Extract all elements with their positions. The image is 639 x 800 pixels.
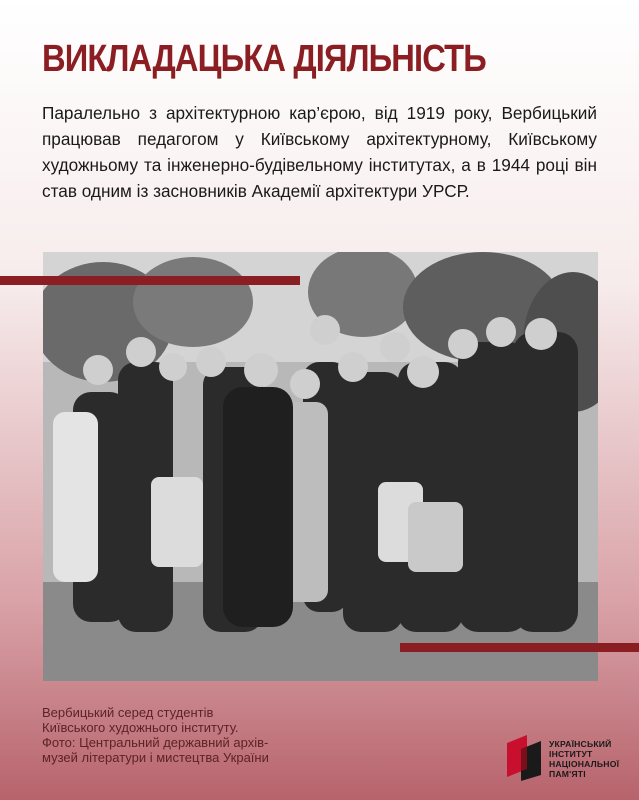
logo-line: ІНСТИТУТ xyxy=(549,749,593,759)
group-photo xyxy=(43,252,598,681)
caption-line: Київського художнього інституту. xyxy=(42,720,239,735)
logo-line: НАЦІОНАЛЬНОЇ xyxy=(549,759,620,769)
caption-line: Фото: Центральний державний архів- xyxy=(42,735,269,750)
body-paragraph: Паралельно з архітектурною кар’єрою, від 1919 року, Вербицький працював педагогом у Київському архітектурному, Київському художньому та інженерно-будівельному інститутах, а в 1944 році він став одним із засновників Академії архітектури УРСР. xyxy=(42,103,597,201)
accent-bar-top xyxy=(0,276,300,285)
institute-logo-icon xyxy=(507,735,543,781)
accent-bar-bottom xyxy=(400,643,639,652)
logo-line: ПАМ'ЯТІ xyxy=(549,769,586,779)
page-title: ВИКЛАДАЦЬКА ДІЯЛЬНІСТЬ xyxy=(42,38,486,80)
logo-line: УКРАЇНСЬКИЙ xyxy=(549,739,612,749)
caption-line: Вербицький серед студентів xyxy=(42,705,214,720)
institute-name xyxy=(549,739,619,779)
photo-caption xyxy=(42,705,362,765)
caption-line: музей літератури і мистецтва України xyxy=(42,750,269,765)
